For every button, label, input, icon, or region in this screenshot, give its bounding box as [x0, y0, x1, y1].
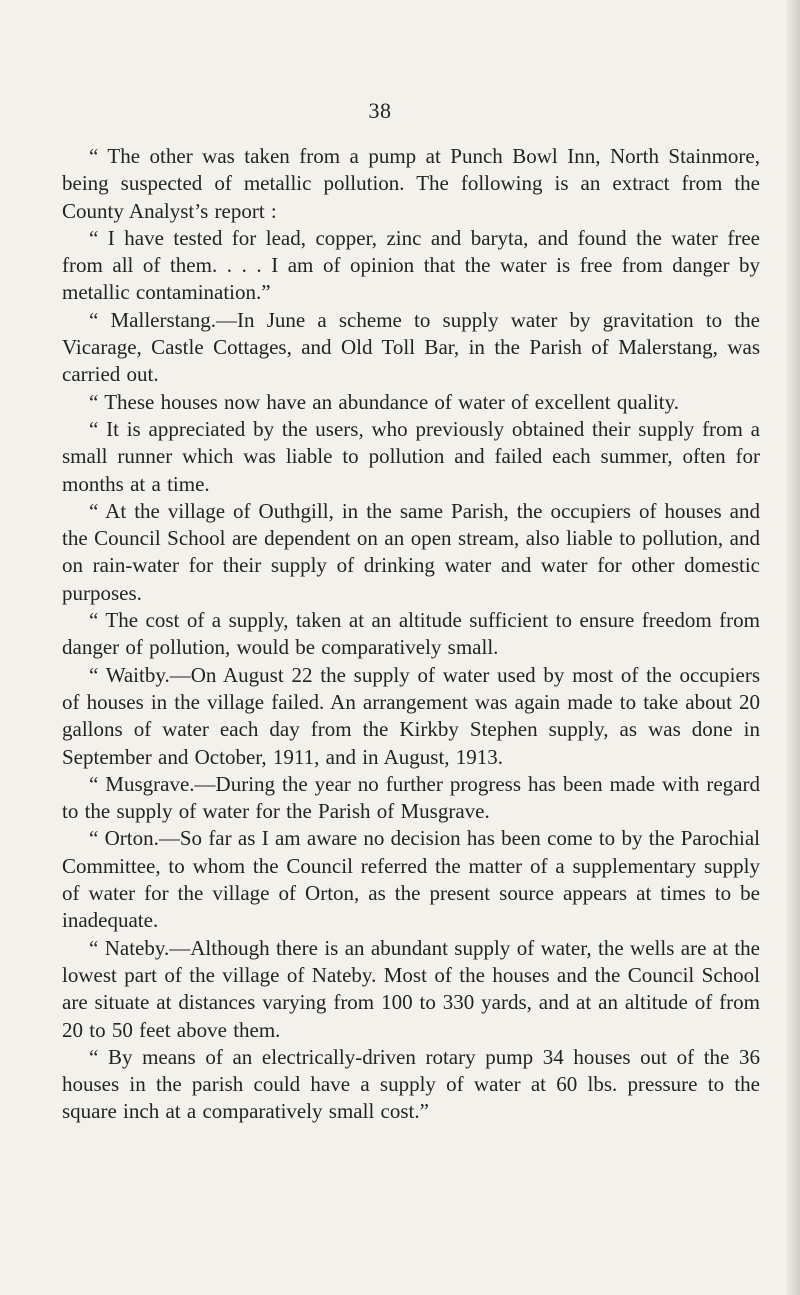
paragraph: “ The cost of a supply, taken at an altitude sufficient to ensure freedom from danger of pollution, would be comparatively small.: [62, 608, 760, 660]
paragraph: “ Mallerstang.—In June a scheme to supply water by gravitation to the Vicarage, Castle Cottages, and Old Toll Bar, in the Parish of Malerstang, was carried out.: [62, 307, 760, 387]
paragraph: “ At the village of Outhgill, in the same Parish, the occupiers of houses and the Council School are dependent on an open stream, also liable to pollution, and on rain-water for their supply of drinking water and water for other domestic purposes.: [62, 498, 760, 605]
paragraph: “ By means of an electrically-driven rotary pump 34 houses out of the 36 houses in the parish could have a supply of water at 60 lbs. pressure to the square inch at a comparatively small cost.”: [62, 1044, 760, 1124]
body-text: [62, 143, 760, 1126]
page-edge: [786, 0, 800, 1295]
paragraph: “ I have tested for lead, copper, zinc and baryta, and found the water free from all of them. . . . I am of opinion that the water is free from danger by metallic contamination.”: [62, 225, 760, 305]
paragraph: “ Waitby.—On August 22 the supply of water used by most of the occupiers of houses in the village failed. An arrangement was again made to take about 20 gallons of water each day from the Kirkby Stephen supply, as was done in September and October, 1911, and in August, 1913.: [62, 662, 760, 769]
paragraph: “ The other was taken from a pump at Punch Bowl Inn, North Stainmore, being suspected of metallic pollution. The following is an extract from the County Analyst’s report :: [62, 144, 760, 223]
paragraph: “ Nateby.—Although there is an abundant supply of water, the wells are at the lowest part of the village of Nateby. Most of the houses and the Council School are situate at distances varying from 100 to 330 yards, and at an altitude of from 20 to 50 feet above them.: [62, 935, 760, 1042]
page-number: 38: [368, 98, 392, 123]
paragraph: “ Musgrave.—During the year no further progress has been made with regard to the supply of water for the Parish of Musgrave.: [62, 771, 760, 824]
paragraph: “ These houses now have an abundance of water of excellent quality.: [89, 389, 680, 414]
paragraph: “ Orton.—So far as I am aware no decision has been come to by the Parochial Committee, to whom the Council referred the matter of a supplementary supply of water for the village of Orton, as the present source appears at times to be inadequate.: [62, 826, 760, 933]
paragraph: “ It is appreciated by the users, who previously obtained their supply from a small runner which was liable to pollution and failed each summer, often for months at a time.: [62, 416, 760, 496]
